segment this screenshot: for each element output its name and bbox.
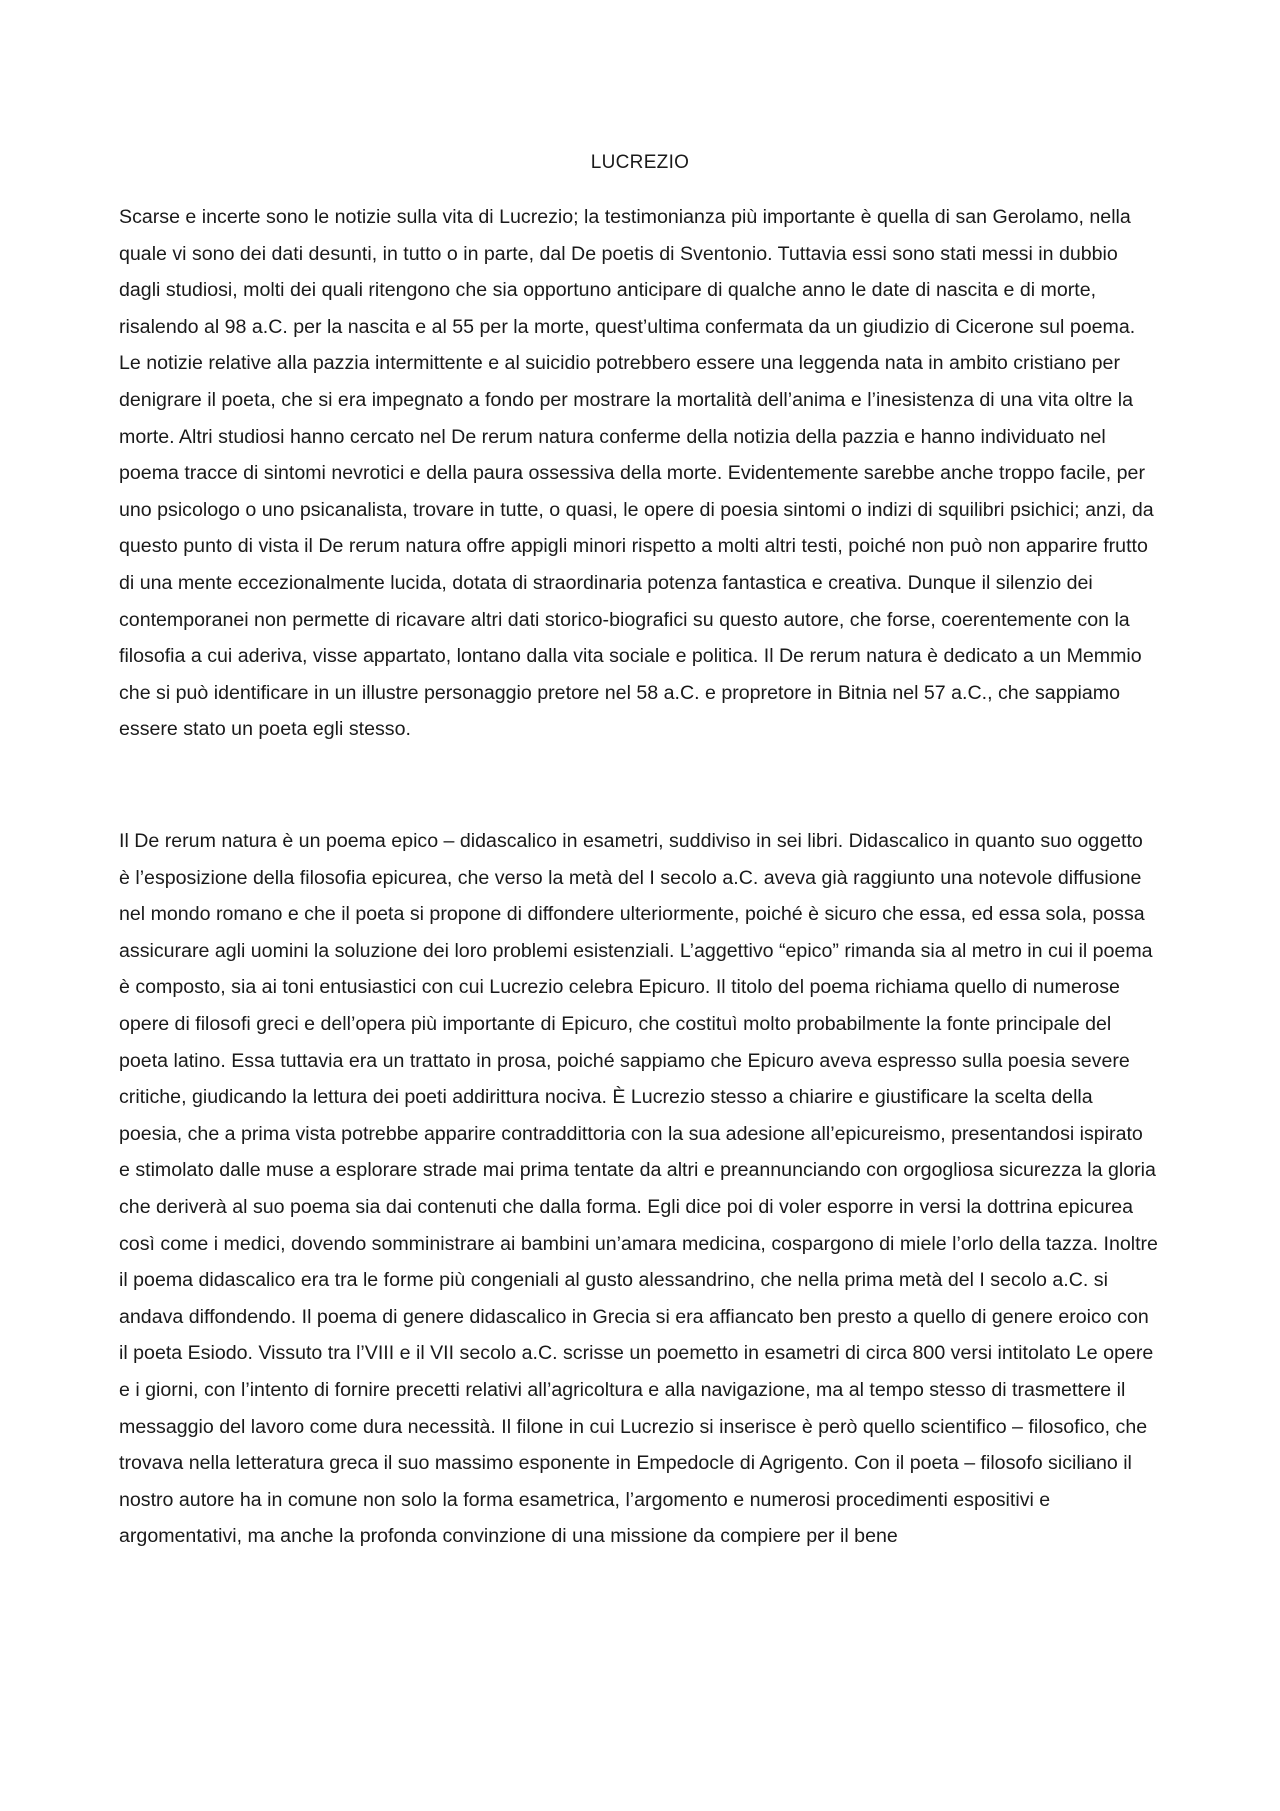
page-title: LUCREZIO xyxy=(590,152,690,173)
paragraph-de-rerum-natura: Il De rerum natura è un poema epico – didascalico in esametri, suddiviso in sei libri. Didascalico in quanto suo oggetto è l’esposizione della filosofia epicurea, che verso la metà del I secolo a.C. aveva già raggiunto una notevole diffusione nel mondo romano e che il poeta si propone di diffondere ulteriormente, poiché è sicuro che essa, ed essa sola, possa assicurare agli uomini la soluzione dei loro problemi esistenziali. L’aggettivo “epico” rimanda sia al metro in cui il poema è composto, sia ai toni entusiastici con cui Lucrezio celebra Epicuro. Il titolo del poema richiama quello di numerose opere di filosofi greci e dell’opera più importante di Epicuro, che costituì molto probabilmente la fonte principale del poeta latino. Essa tuttavia era un trattato in prosa, poiché sappiamo che Epicuro aveva espresso sulla poesia severe critiche, giudicando la lettura dei poeti addirittura nociva. È Lucrezio stesso a chiarire e giustificare la scelta della poesia, che a prima vista potrebbe apparire contraddittoria con la sua adesione all’epicureismo, presentandosi ispirato e stimolato dalle muse a esplorare strade mai prima tentate da altri e preannunciando con orgogliosa sicurezza la gloria che deriverà al suo poema sia dai contenuti che dalla forma. Egli dice poi di voler esporre in versi la dottrina epicurea così come i medici, dovendo somministrare ai bambini un’amara medicina, cospargono di miele l’orlo della tazza. Inoltre il poema didascalico era tra le forme più congeniali al gusto alessandrino, che nella prima metà del I secolo a.C. si andava diffondendo. Il poema di genere didascalico in Grecia si era affiancato ben presto a quello di genere eroico con il poeta Esiodo. Vissuto tra l’VIII e il VII secolo a.C. scrisse un poemetto in esametri di circa 800 versi intitolato Le opere e i giorni, con l’intento di fornire precetti relativi all’agricoltura e alla navigazione, ma al tempo stesso di trasmettere il messaggio del lavoro come dura necessità. Il filone in cui Lucrezio si inserisce è però quello scientifico – filosofico, che trovava nella letteratura greca il suo massimo esponente in Empedocle di Agrigento. Con il poeta – filosofo siciliano il nostro autore ha in comune non solo la forma esametrica, l’argomento e numerosi procedimenti espositivi e argomentativi, ma anche la profonda convinzione di una missione da compiere per il bene xyxy=(119,830,1158,1548)
paragraph-biography: Scarse e incerte sono le notizie sulla vita di Lucrezio; la testimonianza più importante è quella di san Gerolamo, nella quale vi sono dei dati desunti, in tutto o in parte, dal De poetis di Sventonio. Tuttavia essi sono stati messi in dubbio dagli studiosi, molti dei quali ritengono che sia opportuno anticipare di qualche anno le date di nascita e di morte, risalendo al 98 a.C. per la nascita e al 55 per la morte, quest’ultima confermata da un giudizio di Cicerone sul poema. Le notizie relative alla pazzia intermittente e al suicidio potrebbero essere una leggenda nata in ambito cristiano per denigrare il poeta, che si era impegnato a fondo per mostrare la mortalità dell’anima e l’inesistenza di una vita oltre la morte. Altri studiosi hanno cercato nel De rerum natura conferme della notizia della pazzia e hanno individuato nel poema tracce di sintomi nevrotici e della paura ossessiva della morte. Evidentemente sarebbe anche troppo facile, per uno psicologo o uno psicanalista, trovare in tutte, o quasi, le opere di poesia sintomi o indizi di squilibri psichici; anzi, da questo punto di vista il De rerum natura offre appigli minori rispetto a molti altri testi, poiché non può non apparire frutto di una mente eccezionalmente lucida, dotata di straordinaria potenza fantastica e creativa. Dunque il silenzio dei contemporanei non permette di ricavare altri dati storico-biografici su questo autore, che forse, coerentemente con la filosofia a cui aderiva, visse appartato, lontano dalla vita sociale e politica. Il De rerum natura è dedicato a un Memmio che si può identificare in un illustre personaggio pretore nel 58 a.C. e propretore in Bitnia nel 57 a.C., che sappiamo essere stato un poeta egli stesso. xyxy=(119,206,1154,741)
